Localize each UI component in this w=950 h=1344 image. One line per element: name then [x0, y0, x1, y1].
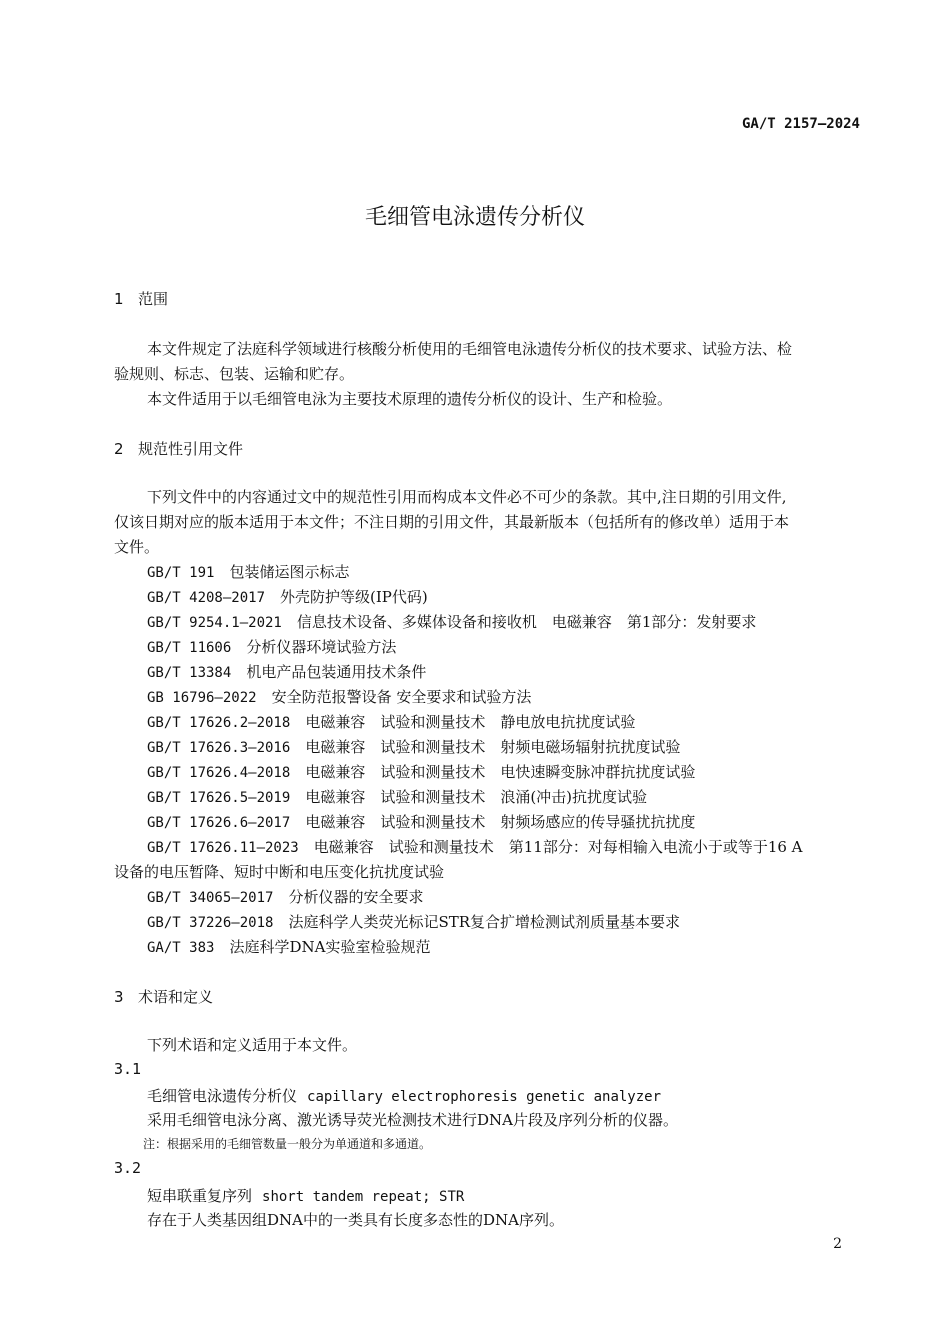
reference-title: 设备的电压暂降、短时中断和电压变化抗扰度试验: [114, 863, 445, 881]
reference-title: 电磁兼容 试验和测量技术 静电放电抗扰度试验: [305, 713, 636, 731]
reference-item-continuation: [114, 860, 444, 885]
term-english: short tandem repeat; STR: [262, 1189, 465, 1205]
paragraph-line: 下列文件中的内容通过文中的规范性引用而构成本文件必不可少的条款。其中,注日期的引用文件,: [147, 488, 787, 506]
section-number: 1: [114, 290, 124, 308]
reference-title: 信息技术设备、多媒体设备和接收机 电磁兼容 第1部分：发射要求: [296, 613, 757, 631]
paragraph-line: 仅该日期对应的版本适用于本文件；不注日期的引用文件，其最新版本（包括所有的修改单）适用于本: [114, 513, 790, 531]
reference-title: 外壳防护等级(IP代码): [280, 588, 428, 606]
reference-code: GB/T 34065—2017: [147, 890, 274, 906]
term-number: 3.1: [114, 1060, 142, 1078]
reference-code: GB/T 13384: [147, 665, 232, 681]
section-number: 3: [114, 988, 124, 1006]
reference-item: [147, 785, 647, 811]
document-code-header: GA/T 2157—2024: [741, 116, 860, 132]
term-chinese: 短串联重复序列: [147, 1187, 253, 1205]
reference-title: 电磁兼容 试验和测量技术 第11部分：对每相输入电流小于或等于16 A: [313, 838, 803, 856]
reference-code: GB/T 17626.4—2018: [147, 765, 291, 781]
reference-code: GB/T 17626.5—2019: [147, 790, 291, 806]
reference-code: GA/T 383: [147, 940, 215, 956]
reference-item: [147, 760, 695, 786]
reference-item: [147, 835, 803, 861]
reference-item: [147, 660, 426, 686]
reference-code: GB/T 17626.11—2023: [147, 840, 299, 856]
reference-code: GB/T 9254.1—2021: [147, 615, 282, 631]
reference-item: [147, 560, 349, 586]
paragraph-line: 下列术语和定义适用于本文件。: [147, 1036, 358, 1054]
term-definition: 采用毛细管电泳分离、激光诱导荧光检测技术进行DNA片段及序列分析的仪器。: [147, 1111, 678, 1129]
term-entry: [147, 1085, 661, 1106]
reference-code: GB/T 17626.2—2018: [147, 715, 291, 731]
reference-code: GB/T 4208—2017: [147, 590, 266, 606]
section-1-heading: [114, 288, 168, 309]
reference-title: 电磁兼容 试验和测量技术 射频电磁场辐射抗扰度试验: [305, 738, 681, 756]
section-2-heading: [114, 438, 243, 459]
reference-item: [147, 935, 430, 961]
paragraph-line: 本文件规定了法庭科学领域进行核酸分析使用的毛细管电泳遗传分析仪的技术要求、试验方法、检: [147, 340, 793, 358]
term-chinese: 毛细管电泳遗传分析仪: [147, 1087, 298, 1105]
section-title: 范围: [138, 290, 169, 308]
reference-title: 包装储运图示标志: [229, 563, 350, 581]
reference-code: GB/T 37226—2018: [147, 915, 274, 931]
reference-code: GB/T 191: [147, 565, 215, 581]
paragraph-line: 文件。: [114, 538, 160, 556]
reference-title: 法庭科学DNA实验室检验规范: [229, 938, 431, 956]
reference-title: 安全防范报警设备 安全要求和试验方法: [271, 688, 532, 706]
term-entry: [147, 1185, 464, 1206]
reference-title: 分析仪器环境试验方法: [246, 638, 397, 656]
reference-item: [147, 885, 423, 911]
reference-code: GB 16796—2022: [147, 690, 257, 706]
reference-item: [147, 635, 396, 661]
reference-code: GB/T 17626.6—2017: [147, 815, 291, 831]
reference-code: GB/T 17626.3—2016: [147, 740, 291, 756]
reference-title: 电磁兼容 试验和测量技术 射频场感应的传导骚扰抗扰度: [305, 813, 696, 831]
reference-title: 机电产品包装通用技术条件: [246, 663, 427, 681]
paragraph-line: 本文件适用于以毛细管电泳为主要技术原理的遗传分析仪的设计、生产和检验。: [147, 390, 673, 408]
reference-item: [147, 810, 695, 836]
term-definition: 存在于人类基因组DNA中的一类具有长度多态性的DNA序列。: [147, 1211, 564, 1229]
section-title: 术语和定义: [138, 988, 214, 1006]
document-title: 毛细管电泳遗传分析仪: [364, 205, 585, 230]
reference-code: GB/T 11606: [147, 640, 232, 656]
reference-item: [147, 610, 756, 636]
reference-item: [147, 710, 635, 736]
reference-title: 电磁兼容 试验和测量技术 浪涌(冲击)抗扰度试验: [305, 788, 648, 806]
term-number: 3.2: [114, 1159, 142, 1177]
paragraph-line: 验规则、标志、包装、运输和贮存。: [114, 365, 355, 383]
reference-title: 电磁兼容 试验和测量技术 电快速瞬变脉冲群抗扰度试验: [305, 763, 696, 781]
section-title: 规范性引用文件: [138, 440, 244, 458]
page-number: 2: [833, 1236, 842, 1252]
section-number: 2: [114, 440, 124, 458]
section-3-heading: [114, 986, 213, 1007]
reference-title: 法庭科学人类荧光标记STR复合扩增检测试剂质量基本要求: [288, 913, 681, 931]
term-note: 注：根据采用的毛细管数量一般分为单通道和多通道。: [143, 1137, 432, 1151]
reference-item: [147, 910, 680, 936]
term-english: capillary electrophoresis genetic analyzer: [307, 1089, 662, 1105]
reference-item: [147, 685, 531, 711]
reference-title: 分析仪器的安全要求: [288, 888, 424, 906]
reference-item: [147, 735, 680, 761]
reference-item: [147, 585, 428, 611]
